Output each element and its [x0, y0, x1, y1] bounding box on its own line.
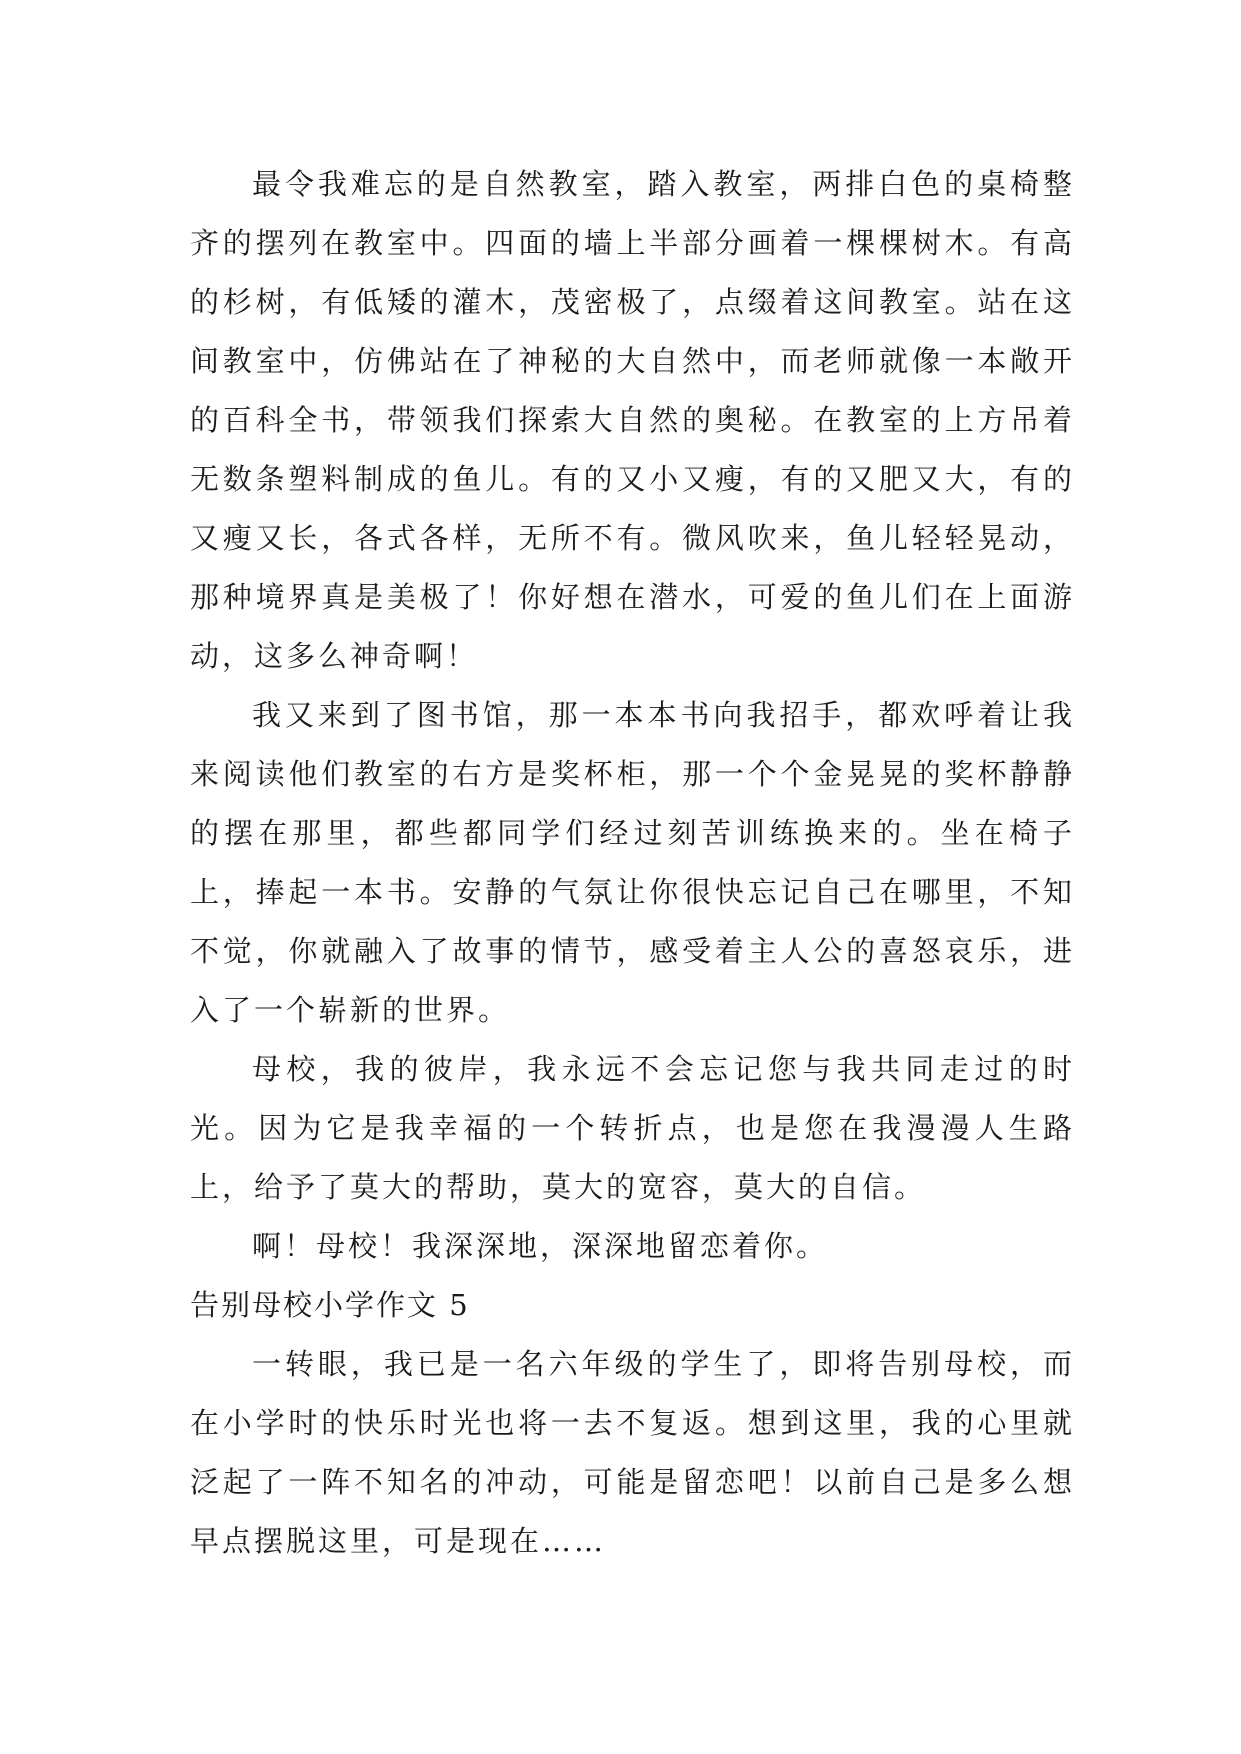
paragraph-nature-classroom: 最令我难忘的是自然教室，踏入教室，两排白色的桌椅整齐的摆列在教室中。四面的墙上半部分画着一棵棵树木。有高的杉树，有低矮的灌木，茂密极了，点缀着这间教室。站在这间教室中，仿佛站在了神秘的大自然中，而老师就像一本敞开的百科全书，带领我们探索大自然的奥秘。在教室的上方吊着无数条塑料制成的鱼儿。有的又小又瘦，有的又肥又大，有的又瘦又长，各式各样，无所不有。微风吹来，鱼儿轻轻晃动，那种境界真是美极了！你好想在潜水，可爱的鱼儿们在上面游动，这多么神奇啊！ [190, 167, 1075, 673]
paragraph-library: 我又来到了图书馆，那一本本书向我招手，都欢呼着让我来阅读他们教室的右方是奖杯柜，那一个个金晃晃的奖杯静静的摆在那里，都些都同学们经过刻苦训练换来的。坐在椅子上，捧起一本书。安静的气氛让你很快忘记自己在哪里，不知不觉，你就融入了故事的情节，感受着主人公的喜怒哀乐，进入了一个崭新的世界。 [190, 698, 1075, 1027]
paragraph-exclamation: 啊！母校！我深深地，深深地留恋着你。 [252, 1229, 829, 1263]
document-body [190, 155, 1075, 1571]
paragraph-sixth-grade: 一转眼，我已是一名六年级的学生了，即将告别母校，而在小学时的快乐时光也将一去不复返。想到这里，我的心里就泛起了一阵不知名的冲动，可能是留恋吧！以前自己是多么想早点摆脱这里，可是现在…… [190, 1347, 1075, 1558]
essay-heading: 告别母校小学作文 5 [190, 1288, 470, 1322]
paragraph-alma-mater: 母校，我的彼岸，我永远不会忘记您与我共同走过的时光。因为它是我幸福的一个转折点，也是您在我漫漫人生路上，给予了莫大的帮助，莫大的宽容，莫大的自信。 [190, 1052, 1075, 1204]
